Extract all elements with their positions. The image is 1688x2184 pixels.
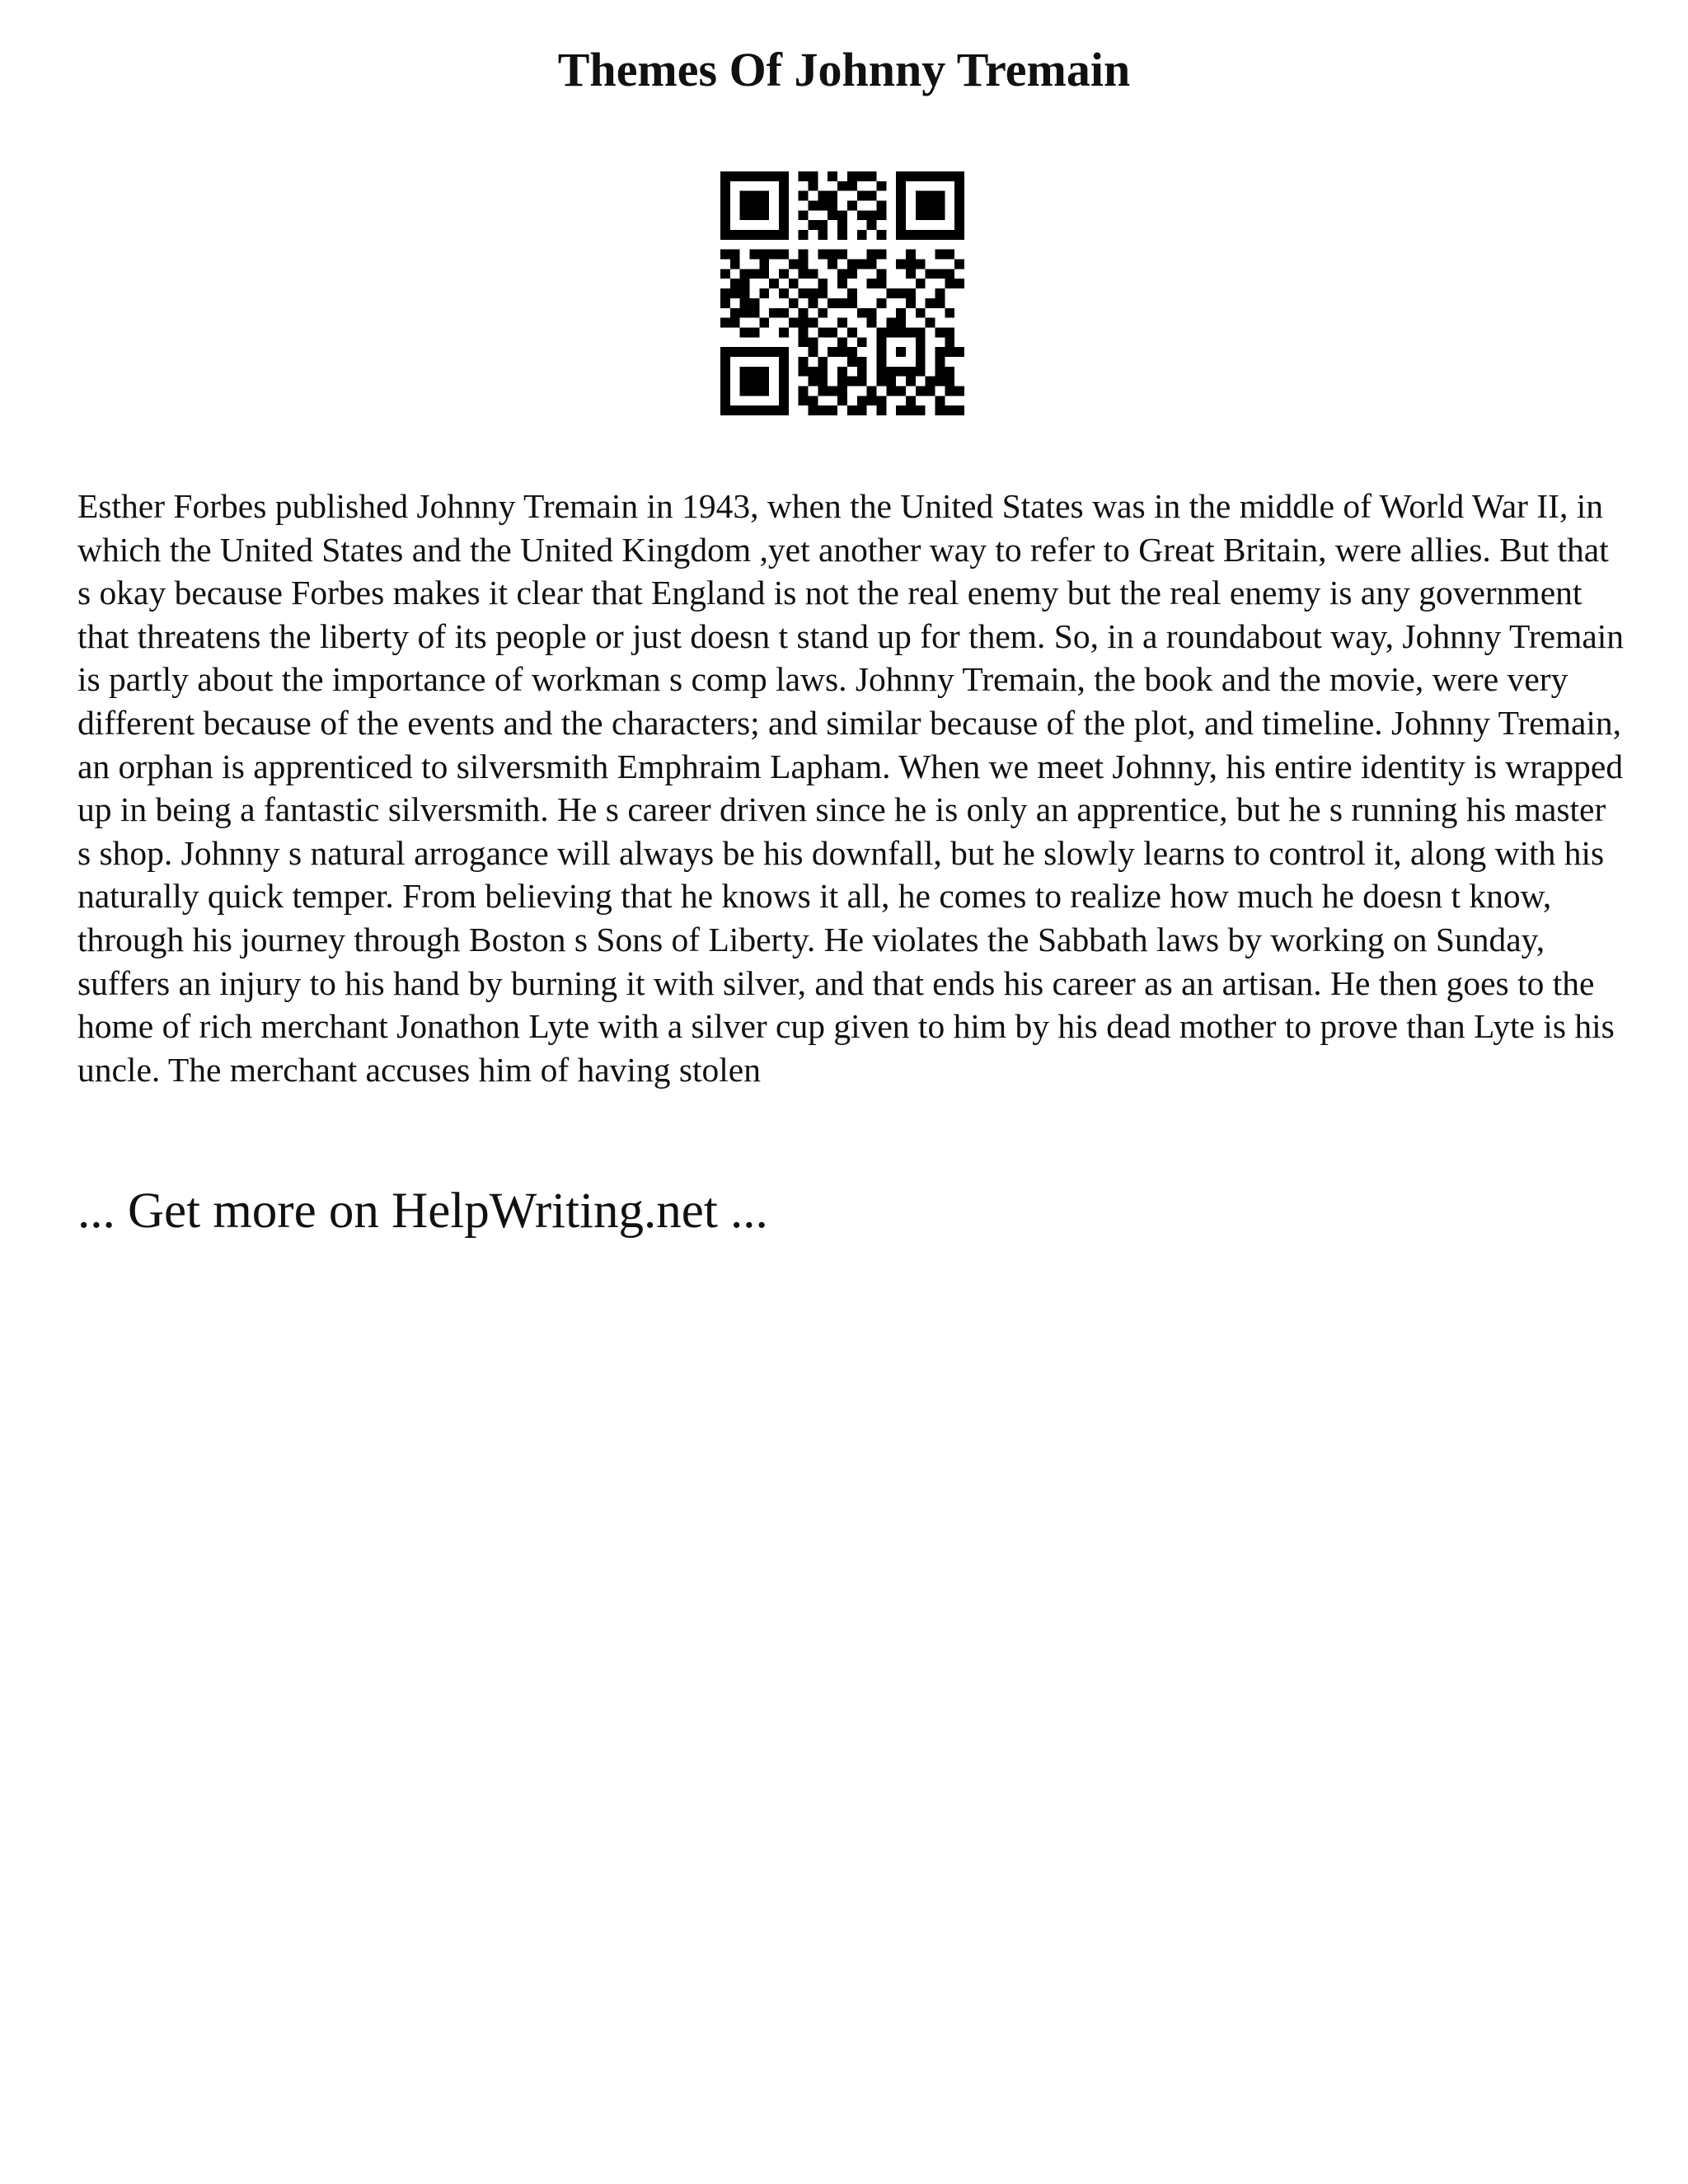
get-more-link[interactable]: ... Get more on HelpWriting.net ... xyxy=(77,1183,768,1239)
document-body: Esther Forbes published Johnny Tremain in 1943, when the United States was in the middle of World War II, in which the United States and the United Kingdom ,yet another way to refer to Great Britain, were allies. But that s okay because Forbes makes it clear that England is not the real enemy but the real enemy is any government that threatens the liberty of its people or just doesn t stand up for them. So, in a roundabout way, Johnny Tremain is partly about the importance of workman s comp laws. Johnny Tremain, the book and the movie, were very different because of the events and the characters; and similar because of the plot, and timeline. Johnny Tremain, an orphan is apprenticed to silversmith Emphraim Lapham. When we meet Johnny, his entire identity is wrapped up in being a fantastic silversmith. He s career driven since he is only an apprentice, but he s running his master s shop. Johnny s natural arrogance will always be his downfall, but he slowly learns to control it, along with his naturally quick temper. From believing that he knows it all, he comes to realize how much he doesn t know, through his journey through Boston s Sons of Liberty. He violates the Sabbath laws by working on Sunday, suffers an injury to his hand by burning it with silver, and that ends his career as an artisan. He then goes to the home of rich merchant Jonathon Lyte with a silver cup given to him by his dead mother to prove than Lyte is his uncle. The merchant accuses him of having stolen xyxy=(77,487,1625,1089)
qr-code-icon xyxy=(720,171,964,415)
document-title: Themes Of Johnny Tremain xyxy=(557,43,1131,96)
